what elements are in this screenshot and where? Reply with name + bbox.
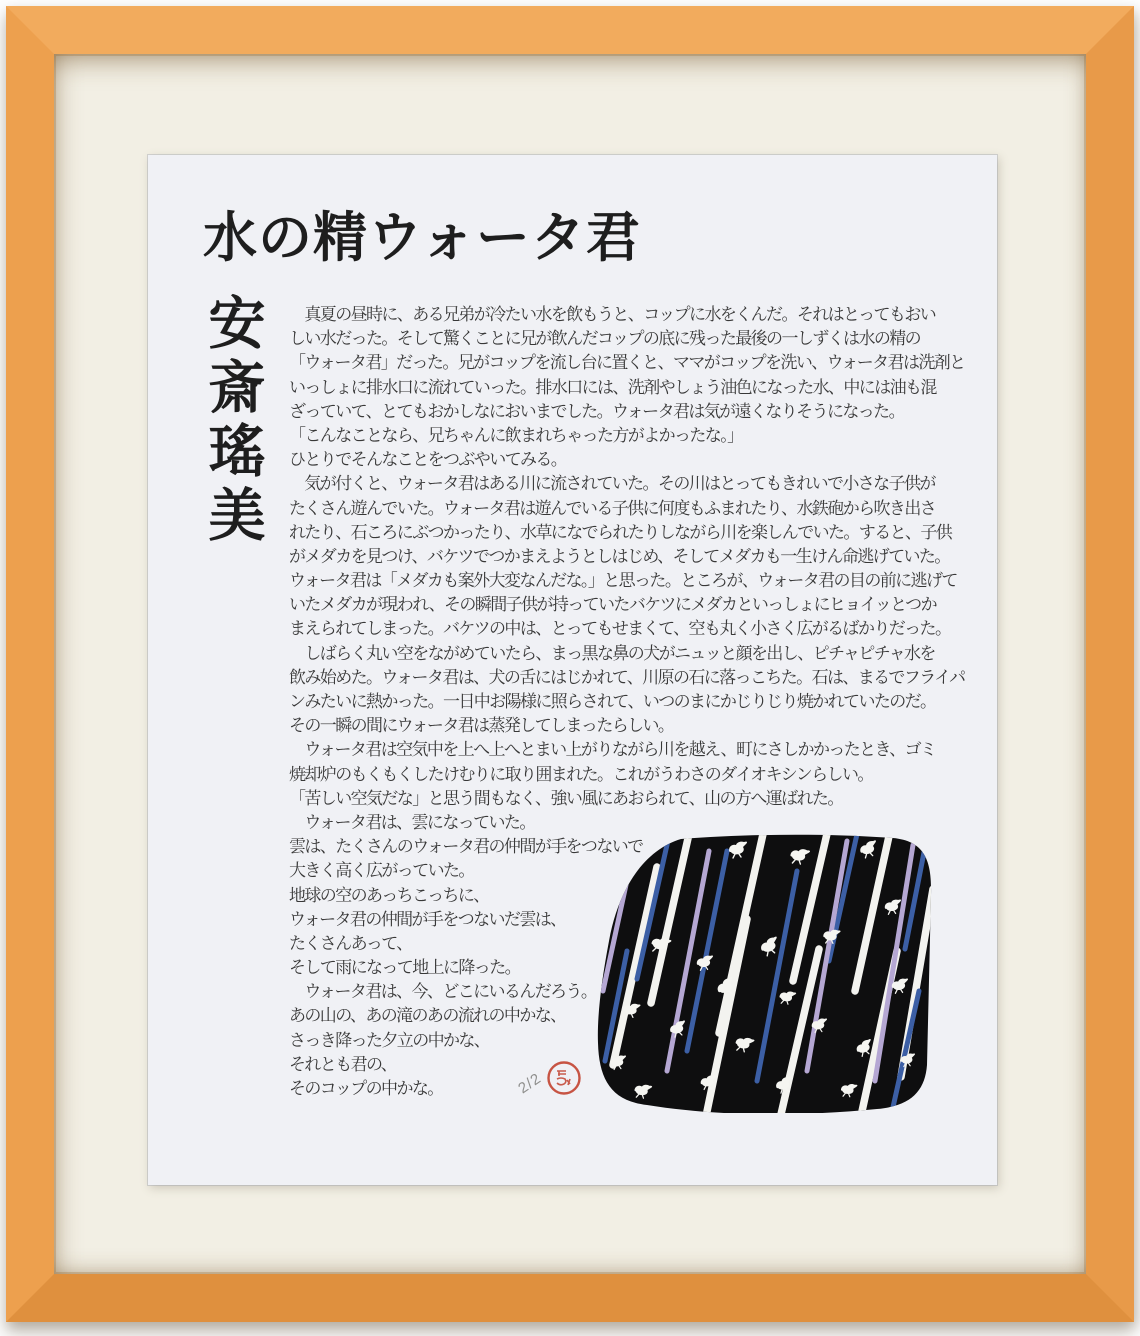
text-line: ウォータ君の仲間が手をつないだ雲は、 bbox=[289, 909, 566, 929]
text-line: まえられてしまった。バケツの中は、とってもせまくて、空も丸く小さく広がるばかりだった。 bbox=[289, 619, 951, 639]
text-line: 焼却炉のもくもくしたけむりに取り囲まれた。これがうわさのダイオキシンらしい。 bbox=[289, 764, 873, 784]
author-name-vertical: 安斎瑤美 bbox=[200, 293, 263, 549]
text-line: 雲は、たくさんのウォータ君の仲間が手をつないで bbox=[289, 837, 643, 857]
text-line: 大きく高く広がっていた。 bbox=[289, 861, 474, 881]
text-line: ウォータ君は「メダカも案外大変なんだな。」と思った。ところが、ウォータ君の目の前に逃げて bbox=[289, 571, 957, 591]
text-line: そのコップの中かな。 bbox=[289, 1079, 443, 1098]
print-paper bbox=[148, 155, 997, 1185]
text-line: 「苦しい空気だな」と思う間もなく、強い風にあおられて、山の方へ運ばれた。 bbox=[289, 788, 843, 808]
text-line: その一瞬の間にウォータ君は蒸発してしまったらしい。 bbox=[289, 716, 674, 736]
text-line: 地球の空のあっちこっちに、 bbox=[289, 885, 489, 905]
text-line: しい水だった。そして驚くことに兄が飲んだコップの底に残った最後の一しずくは水の精の bbox=[289, 329, 921, 349]
text-line: れたり、石ころにぶつかったり、水草になでられたりしながら川を楽しんでいた。すると、子供 bbox=[289, 522, 952, 542]
wooden-picture-frame bbox=[6, 6, 1134, 1322]
text-line: あの山の、あの滝のあの流れの中かな、 bbox=[289, 1006, 566, 1026]
text-line: ざっていて、とてもおかしなにおいまでした。ウォータ君は気が遠くなりそうになった。 bbox=[289, 401, 904, 421]
text-line: さっき降った夕立の中かな、 bbox=[289, 1030, 490, 1050]
text-line: それとも君の、 bbox=[289, 1054, 397, 1074]
text-line: 気が付くと、ウォータ君はある川に流されていた。その川はとってもきれいで小さな子供が bbox=[289, 474, 935, 494]
text-line: いたメダカが現われ、その瞬間子供が持っていたバケツにメダカといっしょにヒョイッとつか bbox=[289, 595, 936, 615]
text-line: 「こんなことなら、兄ちゃんに飲まれちゃった方がよかったな。」 bbox=[289, 425, 743, 445]
text-line: いっしょに排水口に流れていった。排水口には、洗剤やしょう油色になった水、中には油も混 bbox=[289, 377, 936, 397]
text-line: そして雨になって地上に降った。 bbox=[289, 958, 520, 978]
text-line: しばらく丸い空をながめていたら、まっ黒な鼻の犬がニュッと顔を出し、ピチャピチャ水を bbox=[289, 643, 935, 663]
text-line: ウォータ君は、今、どこにいるんだろう。 bbox=[289, 982, 597, 1002]
text-line: ひとりでそんなことをつぶやいてみる。 bbox=[289, 450, 567, 470]
artist-seal bbox=[546, 1060, 582, 1096]
text-line: ンみたいに熱かった。一日中お陽様に照らされて、いつのまにかじりじり焼かれていたのだ。 bbox=[289, 692, 936, 711]
mat-board bbox=[54, 54, 1086, 1274]
text-line: ウォータ君は空気中を上へ上へとまい上がりながら川を越え、町にさしかかったとき、ゴミ bbox=[289, 740, 936, 760]
text-line: たくさん遊んでいた。ウォータ君は遊んでいる子供に何度もふまれたり、水鉄砲から吹き出さ bbox=[289, 498, 936, 518]
edition-number: 2/2 bbox=[515, 1069, 545, 1098]
text-line: たくさんあって、 bbox=[289, 933, 412, 953]
text-line: 飲み始めた。ウォータ君は、犬の舌にはじかれて、川原の石に落っこちた。石は、まるでフライパ bbox=[289, 667, 965, 687]
rain-panel-illustration bbox=[595, 833, 935, 1113]
text-line: ウォータ君は、雲になっていた。 bbox=[289, 812, 535, 832]
page-title: 水の精ウォータ君 bbox=[203, 208, 641, 268]
text-line: 「ウォータ君」だった。兄がコップを流し台に置くと、ママがコップを洗い、ウォータ君は洗剤と bbox=[289, 353, 965, 373]
text-line: 真夏の昼時に、ある兄弟が冷たい水を飲もうと、コップに水をくんだ。それはとってもおい bbox=[289, 305, 936, 324]
text-line: がメダカを見つけ、バケツでつかまえようとしはじめ、そしてメダカも一生けん命逃げていた。 bbox=[289, 546, 950, 566]
